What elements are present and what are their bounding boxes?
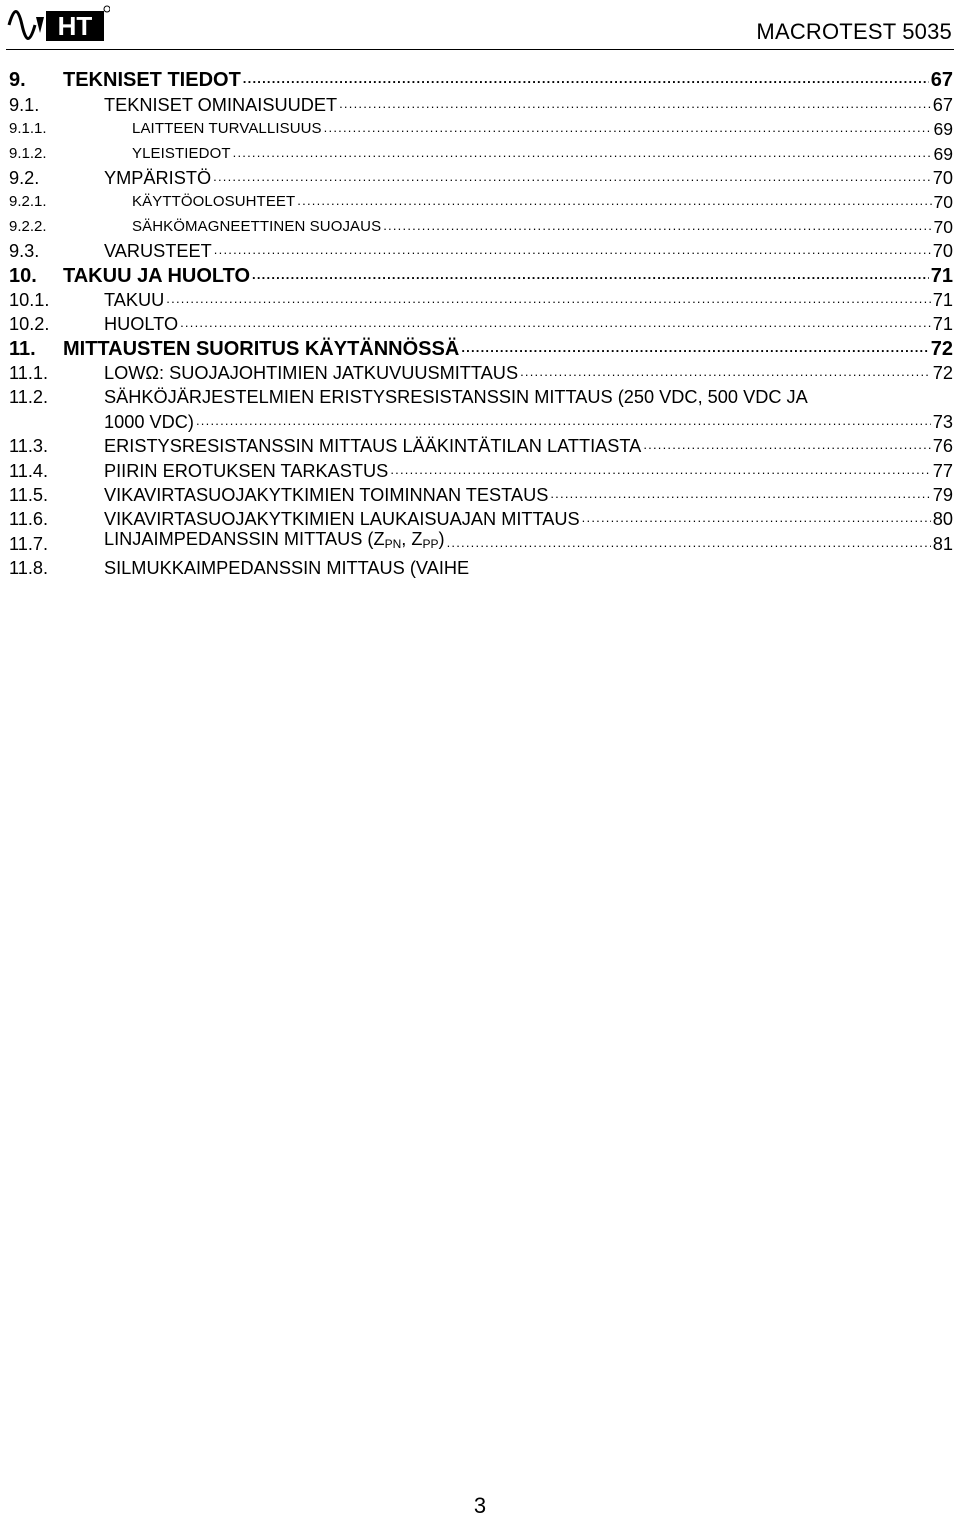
toc-entry-page: 70: [932, 241, 953, 262]
subscript: PP: [422, 536, 439, 551]
toc-entry-page: 69: [933, 143, 953, 164]
toc-entry-number: 10.: [9, 264, 37, 287]
toc-dot-leader: [447, 530, 931, 554]
table-of-contents: [9, 67, 953, 579]
toc-entry-number: 11.2.: [9, 387, 49, 408]
toc-entry[interactable]: [9, 482, 953, 506]
toc-entry[interactable]: [9, 287, 953, 311]
document-title: MACROTEST 5035: [756, 19, 952, 44]
toc-dot-leader: [213, 164, 931, 188]
toc-dot-leader: [520, 359, 931, 383]
toc-entry-number: 10.2.: [9, 314, 50, 335]
toc-dot-leader: [180, 310, 931, 334]
toc-entry[interactable]: [9, 335, 953, 359]
toc-entry-number: 9.1.2.: [9, 144, 47, 162]
toc-entry-title: MITTAUSTEN SUORITUS KÄYTÄNNÖSSÄ: [63, 337, 460, 360]
toc-dot-leader: [550, 481, 930, 505]
toc-dot-leader: [582, 505, 931, 529]
toc-entry-title: VIKAVIRTASUOJAKYTKIMIEN TOIMINNAN TESTAUS: [104, 485, 549, 506]
toc-entry-title: SÄHKÖMAGNEETTINEN SUOJAUS: [132, 217, 382, 235]
toc-entry-title: KÄYTTÖOLOSUHTEET: [132, 193, 296, 211]
toc-dot-leader: [390, 457, 930, 481]
toc-entry-number: 9.3.: [9, 241, 40, 262]
toc-entry-page: 71: [932, 289, 953, 310]
toc-entry[interactable]: [9, 530, 953, 554]
toc-dot-leader: [643, 432, 930, 456]
toc-entry-page: 71: [930, 264, 953, 287]
toc-entry-number: 11.8.: [9, 558, 49, 579]
logo-text: HT: [57, 11, 93, 41]
toc-entry-page: 70: [933, 192, 953, 213]
toc-entry-title: LOWΩ: SUOJAJOHTIMIEN JATKUVUUSMITTAUS: [104, 363, 519, 384]
toc-entry[interactable]: [9, 213, 953, 237]
toc-entry[interactable]: [9, 91, 953, 115]
toc-entry-title: TEKNISET OMINAISUUDET: [104, 94, 338, 115]
toc-entry-title: SILMUKKAIMPEDANSSIN MITTAUS (VAIHE: [104, 558, 470, 579]
toc-entry-title: [104, 528, 445, 555]
toc-entry-title: HUOLTO: [104, 314, 179, 335]
toc-entry[interactable]: [9, 408, 953, 432]
toc-entry-page: 67: [932, 94, 953, 115]
toc-entry-number: 9.2.: [9, 167, 40, 188]
toc-dot-leader: [461, 335, 928, 359]
toc-entry[interactable]: [9, 506, 953, 530]
toc-entry[interactable]: [9, 384, 953, 408]
toc-dot-leader: [243, 66, 929, 90]
toc-entry-title-part: ): [438, 528, 445, 549]
toc-entry-title: YLEISTIEDOT: [132, 144, 231, 162]
toc-dot-leader: [233, 140, 932, 164]
toc-entry-title-part: , Z: [401, 528, 423, 549]
toc-entry-title: 1000 VDC): [104, 411, 194, 432]
toc-dot-leader: [214, 237, 931, 261]
toc-entry-number: 9.1.1.: [9, 120, 47, 138]
toc-entry-page: 72: [930, 337, 953, 360]
toc-entry-page: 76: [932, 436, 953, 457]
toc-entry-title: YMPÄRISTÖ: [104, 167, 212, 188]
toc-entry[interactable]: [9, 262, 953, 286]
toc-entry-number: 11.4.: [9, 460, 49, 481]
toc-entry-title: TAKUU JA HUOLTO: [63, 264, 251, 287]
toc-entry[interactable]: [9, 311, 953, 335]
toc-entry[interactable]: [9, 140, 953, 164]
toc-entry-number: 11.3.: [9, 436, 49, 457]
toc-entry-title: PIIRIN EROTUKSEN TARKASTUS: [104, 460, 389, 481]
toc-entry-number: 11.: [9, 337, 36, 360]
toc-entry-number: 11.6.: [9, 509, 49, 530]
toc-entry[interactable]: [9, 433, 953, 457]
header-rule: [6, 49, 954, 50]
toc-entry-number: 9.2.2.: [9, 217, 47, 235]
toc-dot-leader: [339, 91, 931, 115]
toc-entry-number: 11.5.: [9, 485, 49, 506]
toc-entry-number: 9.: [9, 69, 26, 92]
toc-dot-leader: [383, 213, 931, 237]
toc-entry[interactable]: [9, 360, 953, 384]
toc-entry-page: 72: [932, 363, 953, 384]
toc-entry-page: 80: [932, 509, 953, 530]
toc-entry-title: TEKNISET TIEDOT: [63, 69, 241, 92]
toc-entry-number: 10.1.: [9, 289, 50, 310]
toc-entry-page: 70: [933, 216, 953, 237]
toc-entry-title: TAKUU: [104, 289, 165, 310]
toc-entry-page: 79: [932, 485, 953, 506]
toc-entry-title: SÄHKÖJÄRJESTELMIEN ERISTYSRESISTANSSIN MITTAUS (250 VDC, 500 VDC JA: [104, 387, 808, 408]
toc-entry[interactable]: [9, 189, 953, 213]
toc-entry-number: 11.1.: [9, 363, 49, 384]
toc-entry[interactable]: [9, 67, 953, 91]
toc-entry-title: LAITTEEN TURVALLISUUS: [132, 120, 322, 138]
toc-entry-title: VARUSTEET: [104, 241, 212, 262]
toc-entry-number: 11.7.: [9, 533, 49, 554]
toc-entry-title-part: LINJAIMPEDANSSIN MITTAUS (Z: [104, 528, 385, 549]
toc-entry[interactable]: [9, 555, 953, 579]
toc-entry-title: VIKAVIRTASUOJAKYTKIMIEN LAUKAISUAJAN MITTAUS: [104, 509, 580, 530]
toc-entry-page: 73: [932, 411, 953, 432]
toc-entry-page: 67: [930, 69, 953, 92]
page-number: 3: [473, 1493, 487, 1518]
toc-entry-number: 9.1.: [9, 94, 40, 115]
toc-entry-page: 69: [933, 119, 953, 140]
toc-entry-page: 77: [932, 460, 953, 481]
toc-entry-page: 70: [932, 167, 953, 188]
toc-entry[interactable]: [9, 238, 953, 262]
toc-dot-leader: [196, 408, 931, 432]
toc-entry[interactable]: [9, 116, 953, 140]
toc-entry-title: ERISTYSRESISTANSSIN MITTAUS LÄÄKINTÄTILAN LATTIASTA: [104, 436, 642, 457]
toc-dot-leader: [324, 115, 932, 139]
toc-entry-number: 9.2.1.: [9, 193, 47, 211]
toc-dot-leader: [252, 262, 929, 286]
subscript: PN: [384, 536, 402, 551]
ht-logo-icon: [6, 3, 110, 45]
page-header: [0, 0, 960, 50]
toc-entry[interactable]: [9, 457, 953, 481]
toc-entry-page: 81: [932, 533, 953, 554]
toc-dot-leader: [297, 188, 931, 212]
toc-entry[interactable]: [9, 165, 953, 189]
toc-dot-leader: [166, 286, 930, 310]
toc-entry-page: 71: [932, 314, 953, 335]
